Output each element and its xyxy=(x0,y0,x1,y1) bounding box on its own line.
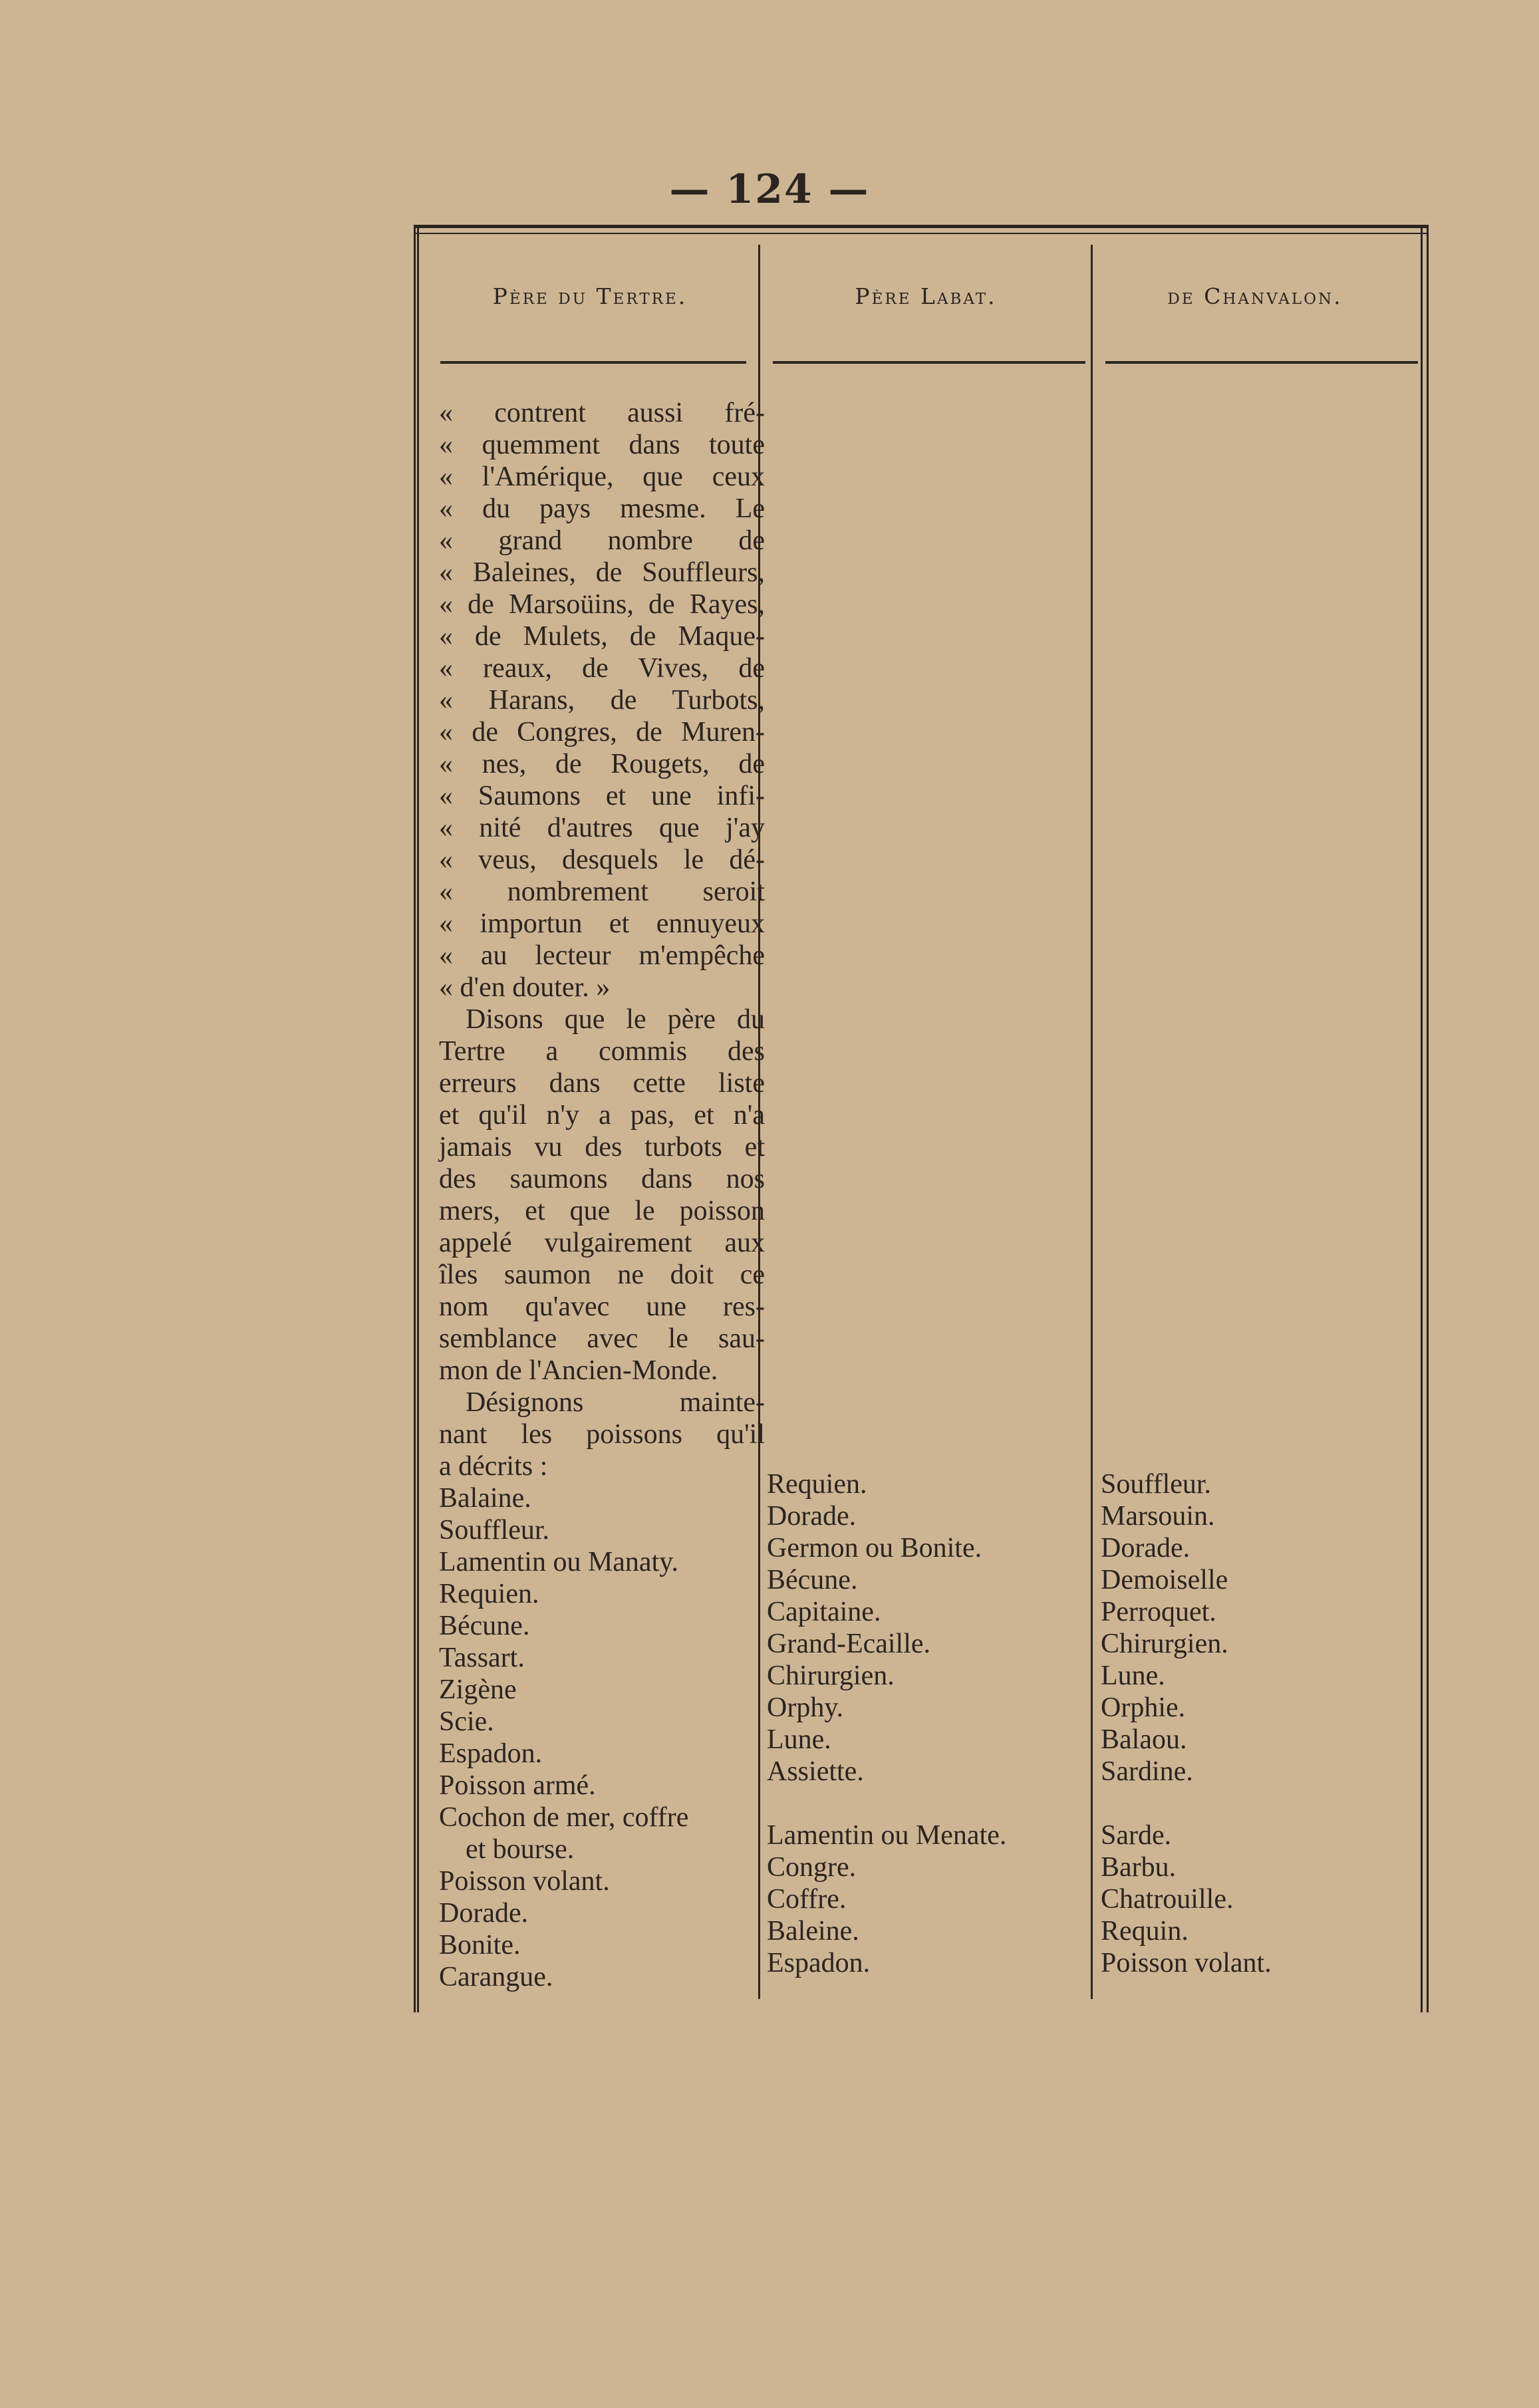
text-line: « nes, de Rougets, de xyxy=(439,749,765,779)
fish-list-item: Dorade. xyxy=(439,1898,529,1929)
text-line: mers, et que le poisson xyxy=(439,1196,765,1226)
blank-line xyxy=(1101,1788,1413,1819)
fish-list-item: Baleine. xyxy=(767,1916,859,1946)
text-line: des saumons dans nos xyxy=(439,1164,765,1194)
text-line: « Saumons et une infi- xyxy=(439,781,765,811)
fish-list-item: Requien. xyxy=(767,1469,867,1500)
fish-list-item: Assiette. xyxy=(767,1756,864,1787)
text-line: « veus, desquels le dé- xyxy=(439,845,765,875)
text-line: îles saumon ne doit ce xyxy=(439,1260,765,1290)
text-line: « nombrement seroit xyxy=(439,876,765,907)
text-line: « au lecteur m'empêche xyxy=(439,940,765,971)
fish-list-item: Germon ou Bonite. xyxy=(767,1533,982,1563)
fish-list-item: Requien. xyxy=(439,1579,539,1609)
text-line: semblance avec le sau- xyxy=(439,1323,765,1354)
text-line: erreurs dans cette liste xyxy=(439,1068,765,1099)
fish-list-item: Chatrouille. xyxy=(1101,1884,1234,1915)
text-line: mon de l'Ancien-Monde. xyxy=(439,1355,718,1386)
header-rule xyxy=(773,361,1085,364)
top-rule-thin xyxy=(414,233,1429,234)
fish-list-item: Dorade. xyxy=(767,1501,857,1532)
column-du-tertre-text xyxy=(439,397,765,1993)
fish-list-item: Chirurgien. xyxy=(1101,1629,1228,1659)
text-line: « nité d'autres que j'ay xyxy=(439,813,765,843)
fish-list-item: Poisson volant. xyxy=(439,1866,610,1897)
text-line: Tertre a commis des xyxy=(439,1036,765,1067)
fish-list-item: Espadon. xyxy=(439,1738,543,1769)
fish-list-item: Demoiselle xyxy=(1101,1565,1228,1595)
text-line: « de Marsoüins, de Rayes, xyxy=(439,589,765,620)
fish-list-item: Coffre. xyxy=(767,1884,847,1915)
right-border xyxy=(1421,225,1429,2012)
fish-list-item: Zigène xyxy=(439,1674,517,1705)
fish-list-item: Espadon. xyxy=(767,1948,871,1978)
header-de-chanvalon: de Chanvalon. xyxy=(1167,283,1343,309)
text-line: « de Mulets, de Maque- xyxy=(439,621,765,652)
text-line: « contrent aussi fré- xyxy=(439,398,765,428)
fish-list-item: et bourse. xyxy=(466,1834,575,1865)
text-line: « Baleines, de Souffleurs, xyxy=(439,557,765,588)
fish-list-item: Congre. xyxy=(767,1852,857,1883)
fish-list-item: Lune. xyxy=(767,1724,831,1755)
fish-list-item: Orphie. xyxy=(1101,1692,1186,1723)
fish-list-item: Balaou. xyxy=(1101,1724,1187,1755)
fish-list-item: Marsouin. xyxy=(1101,1501,1215,1532)
fish-list-item: Carangue. xyxy=(439,1962,553,1992)
blank-line xyxy=(767,1788,1086,1819)
text-line: « grand nombre de xyxy=(439,525,765,556)
header-pere-labat: Père Labat. xyxy=(855,283,997,309)
fish-list-item: Bécune. xyxy=(767,1565,858,1595)
text-line: appelé vulgairement aux xyxy=(439,1228,765,1258)
header-pere-du-tertre: Père du Tertre. xyxy=(492,283,688,309)
fish-list-item: Tassart. xyxy=(439,1643,525,1673)
fish-list-item: Chirurgien. xyxy=(767,1661,895,1691)
text-line: « importun et ennuyeux xyxy=(439,908,765,939)
fish-list-item: Capitaine. xyxy=(767,1597,881,1627)
text-line: nom qu'avec une res- xyxy=(439,1291,765,1322)
text-line: « reaux, de Vives, de xyxy=(439,653,765,684)
fish-list-item: Souffleur. xyxy=(439,1515,550,1545)
header-rule xyxy=(1105,361,1418,364)
fish-list-item: Bécune. xyxy=(439,1611,530,1641)
text-line: « d'en douter. » xyxy=(439,972,611,1003)
text-line: nant les poissons qu'il xyxy=(439,1419,765,1450)
fish-list-item: Cochon de mer, coffre xyxy=(439,1802,689,1833)
left-border xyxy=(414,225,419,2012)
fish-list-item: Dorade. xyxy=(1101,1533,1190,1563)
fish-list-item: Barbu. xyxy=(1101,1852,1177,1883)
text-line: jamais vu des turbots et xyxy=(439,1132,765,1162)
fish-list-item: Souffleur. xyxy=(1101,1469,1212,1500)
text-line: Disons que le père du xyxy=(466,1004,765,1035)
fish-list-item: Orphy. xyxy=(767,1692,844,1723)
fish-list-item: Poisson volant. xyxy=(1101,1948,1272,1978)
text-line: « Harans, de Turbots, xyxy=(439,685,765,716)
column-labat-list xyxy=(767,1468,1086,1979)
top-rule xyxy=(414,225,1429,228)
text-line: « l'Amérique, que ceux xyxy=(439,462,765,492)
text-line: « de Congres, de Muren- xyxy=(439,717,765,747)
fish-list-item: Scie. xyxy=(439,1706,494,1737)
fish-list-item: Lune. xyxy=(1101,1661,1165,1691)
fish-list-item: Perroquet. xyxy=(1101,1597,1216,1627)
header-rule xyxy=(440,361,746,364)
fish-list-item: Sarde. xyxy=(1101,1820,1172,1851)
fish-list-item: Bonite. xyxy=(439,1930,521,1960)
fish-list-item: Requin. xyxy=(1101,1916,1189,1946)
text-line: « du pays mesme. Le xyxy=(439,493,765,524)
fish-list-item: Poisson armé. xyxy=(439,1770,596,1801)
text-line: Désignons mainte- xyxy=(466,1387,765,1418)
text-line: et qu'il n'y a pas, et n'a xyxy=(439,1100,765,1131)
fish-list-item: Grand-Ecaille. xyxy=(767,1629,931,1659)
text-line: « quemment dans toute xyxy=(439,430,765,460)
column-separator xyxy=(1091,245,1093,1999)
column-chanvalon-list xyxy=(1101,1468,1413,1979)
text-line: a décrits : xyxy=(439,1451,548,1482)
fish-list-item: Balaine. xyxy=(439,1483,531,1514)
fish-list-item: Sardine. xyxy=(1101,1756,1193,1787)
page-number: — 124 — xyxy=(669,166,870,213)
fish-list-item: Lamentin ou Menate. xyxy=(767,1820,1007,1851)
fish-list-item: Lamentin ou Manaty. xyxy=(439,1547,679,1577)
